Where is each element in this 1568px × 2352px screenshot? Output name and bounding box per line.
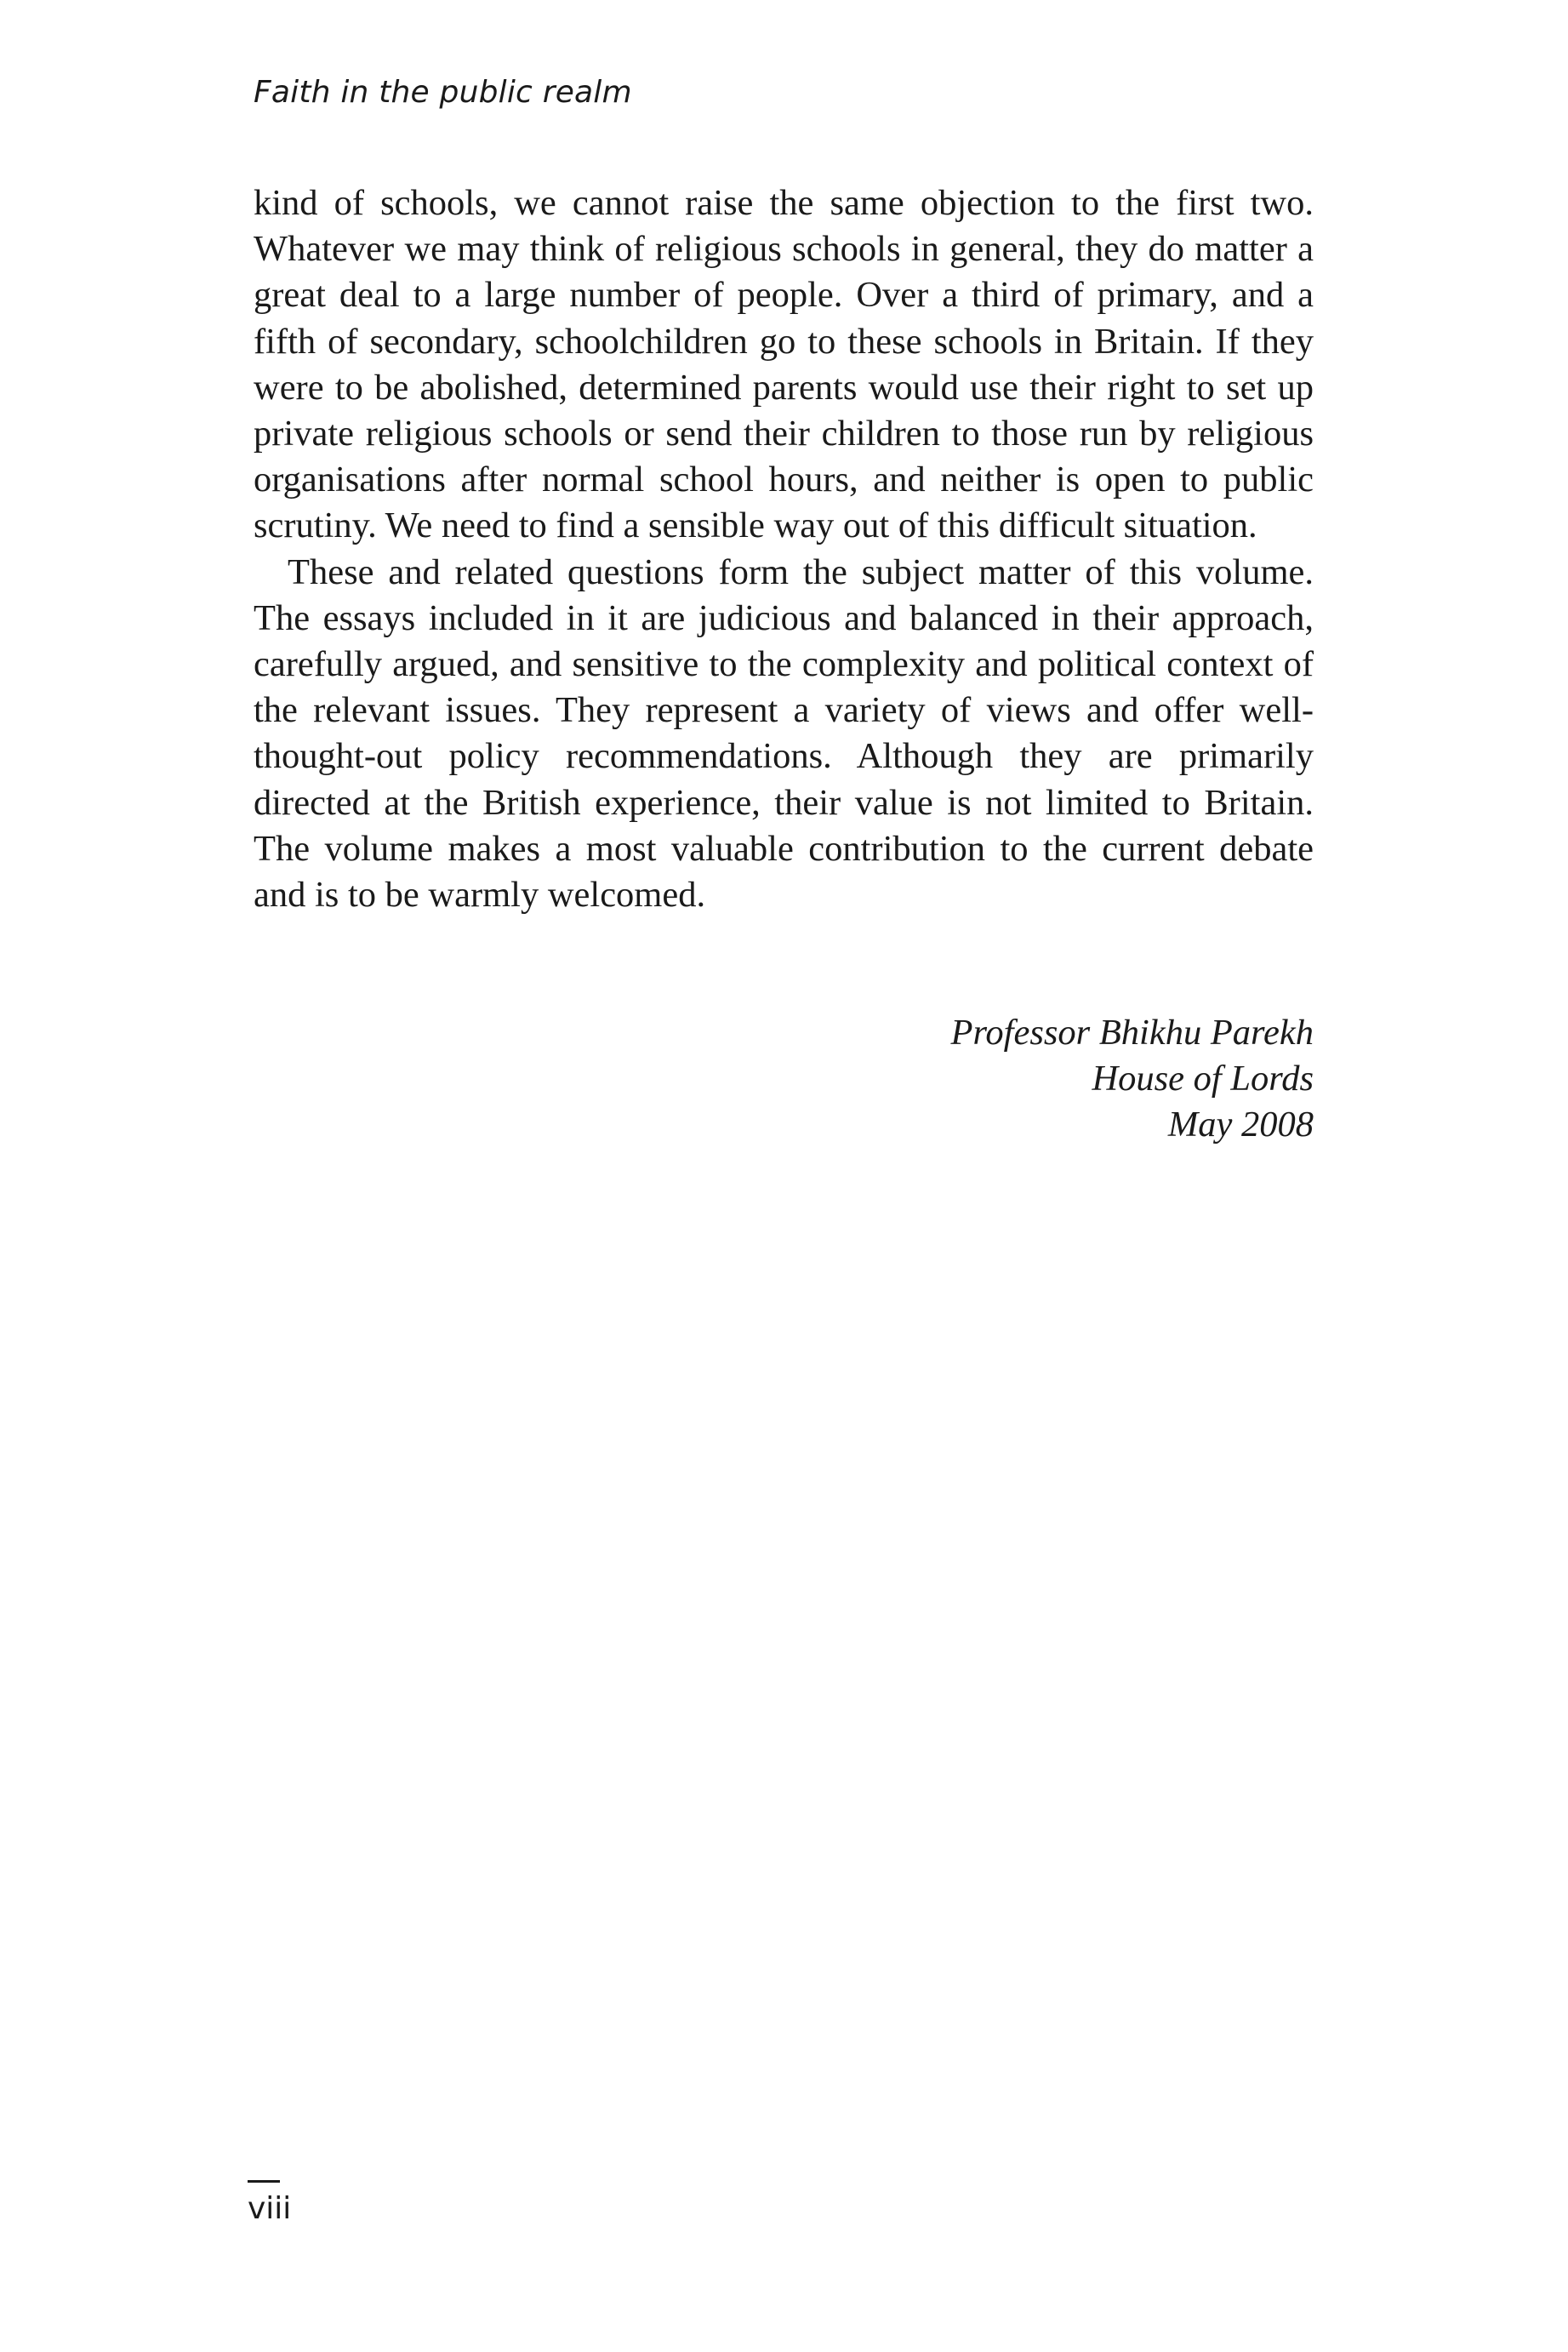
signature-block xyxy=(951,1010,1314,1149)
body-text xyxy=(254,180,1314,918)
folio-rule xyxy=(248,2180,280,2183)
signature-date: May 2008 xyxy=(1167,1105,1314,1145)
paragraph-1: kind of schools, we cannot raise the same objection to the first two. Whatever we may think of religious schools in general, they do matter a great deal to a large number of people. Over a third of primary, and a fifth of secondary, schoolchildren go to these schools in Britain. If they were to be abolished, determined parents would use their right to set up private religious schools or send their children to those run by religious organisations after normal school hours, and neither is open to public scrutiny. We need to find a sensible way out of this difficult situation. xyxy=(254,183,1314,546)
paragraph-2: These and related questions form the subject matter of this volume. The essays included in it are judicious and balanced in their approach, carefully argued, and sensitive to the complexity and political context of the relevant issues. They represent a variety of views and offer well-thought-out policy recommendations. Although they are primarily directed at the British experience, their value is not limited to Britain. The volume makes a most valuable contribution to the current debate and is to be warmly welcomed. xyxy=(254,551,1314,916)
signature-affiliation: House of Lords xyxy=(1092,1059,1314,1099)
running-head: Faith in the public realm xyxy=(254,75,632,110)
signature-name: Professor Bhikhu Parekh xyxy=(950,1013,1314,1053)
page-number: viii xyxy=(248,2191,292,2226)
